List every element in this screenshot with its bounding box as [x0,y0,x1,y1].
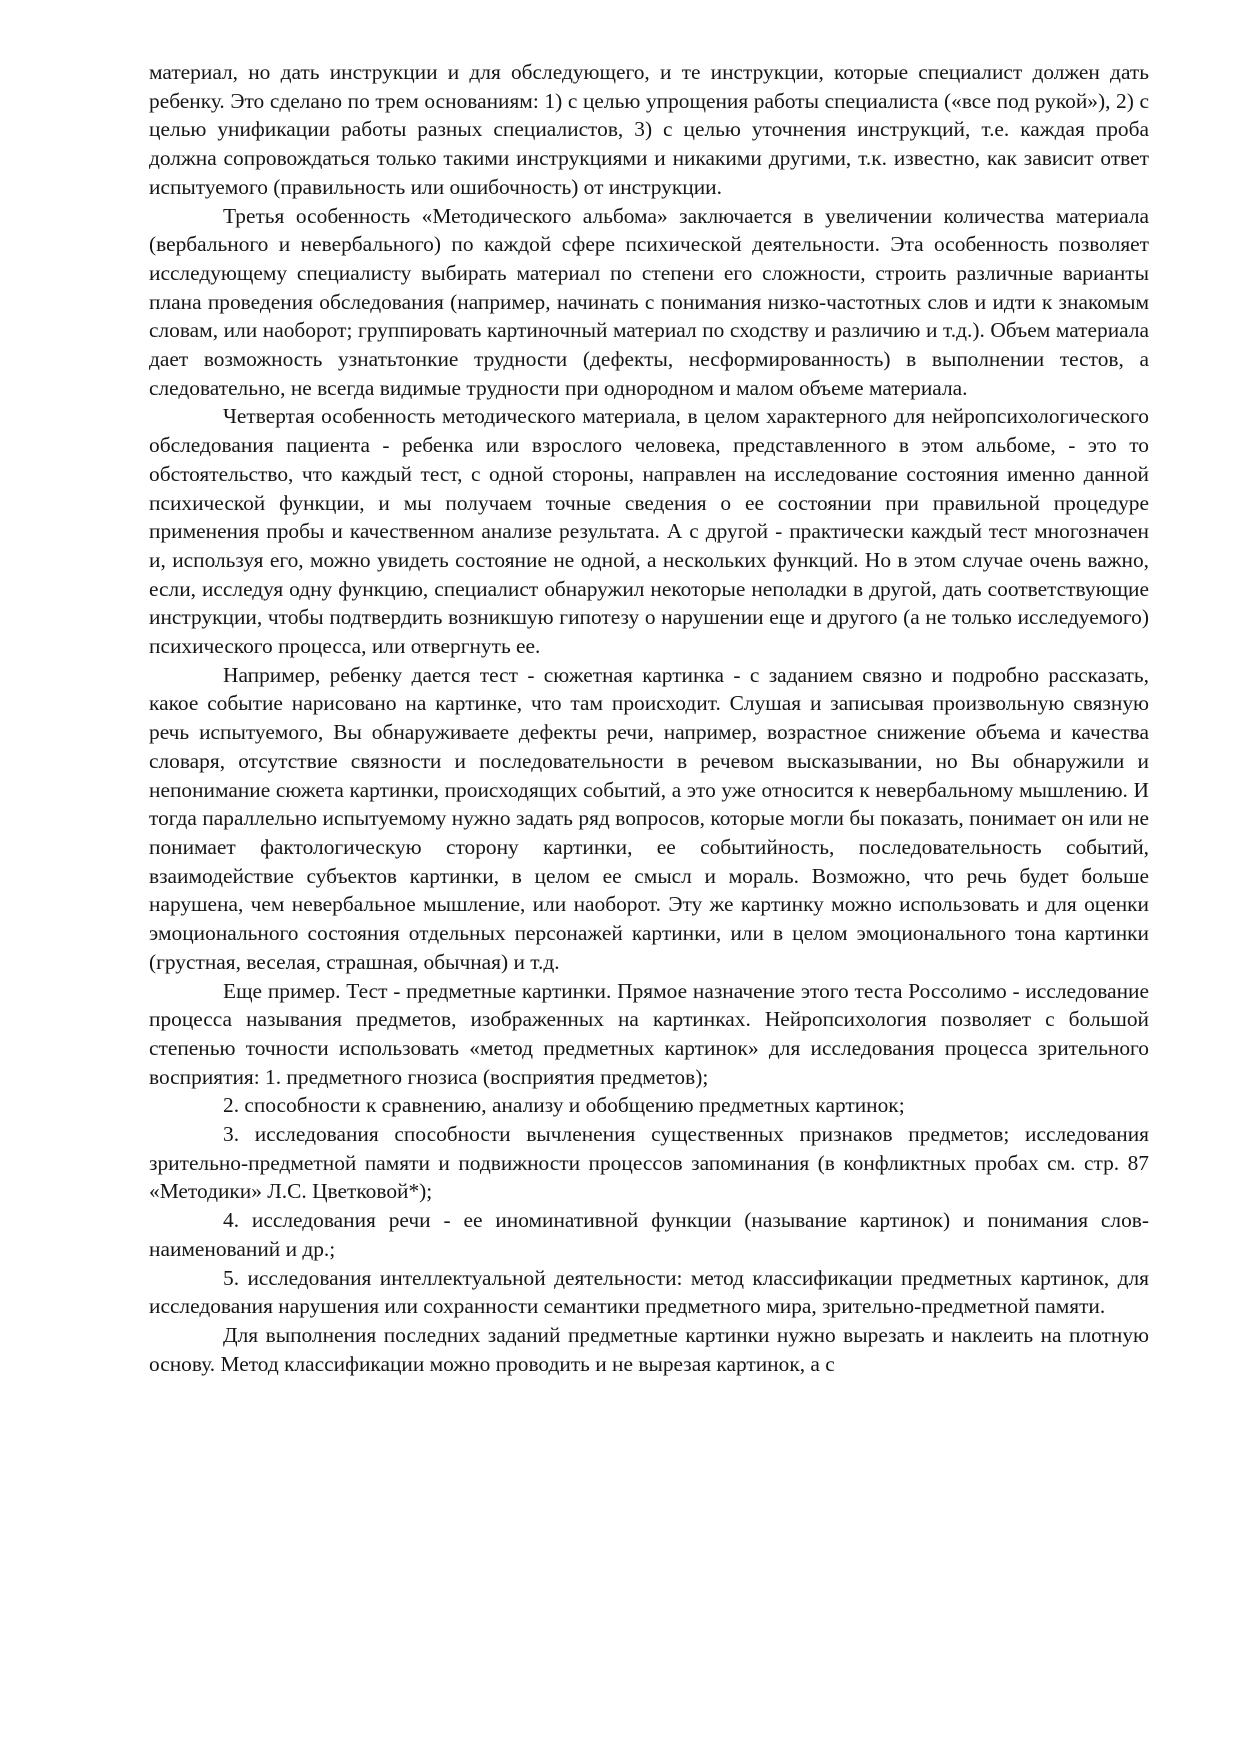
paragraph-example-object-pictures: Еще пример. Тест - предметные картинки. Прямое назначение этого теста Россолимо - исследование процесса называния предметов, изображенных на картинках. Нейропсихология позволяет с большой степенью точности использовать «метод предметных картинок» для исследования процесса зрительного восприятия: 1. предметного гнозиса (восприятия предметов); [149,978,1149,1089]
paragraph-continuation: материал, но дать инструкции и для обследующего, и те инструкции, которые специалист должен дать ребенку. Это сделано по трем основаниям: 1) с целью упрощения работы специалиста («все под рукой»), 2) с целью унификации работы разных специалистов, 3) с целью уточнения инструкций, т.е. каждая проба должна сопровождаться только такими инструкциями и никакими другими, т.к. известно, как зависит ответ испытуемого (правильность или ошибочность) от инструкции. [149,60,1149,199]
list-item-3: 3. исследования способности вычленения существенных признаков предметов; исследования зрительно-предметной памяти и подвижности процессов запоминания (в конфликтных пробах см. стр. 87 «Методики» Л.С. Цветковой*); [149,1122,1149,1204]
list-item-4: 4. исследования речи - ее иноминативной функции (называние картинок) и понимания слов-наименований и др.; [149,1208,1149,1261]
paragraph-third-feature: Третья особенность «Методического альбома» заключается в увеличении количества материала (вербального и невербального) по каждой сфере психической деятельности. Эта особенность позволяет исследующему специалисту выбирать материал по степени его сложности, строить различные варианты плана проведения обследования (например, начинать с понимания низко-частотных слов и идти к знакомым словам, или наоборот; группировать картиночный материал по сходству и различию и т.д.). Объем материала дает возможность узнатьтонкие трудности (дефекты, несформированность) в выполнении тестов, а следовательно, не всегда видимые трудности при однородном и малом объеме материала. [149,203,1149,400]
paragraph-example-plot-picture: Например, ребенку дается тест - сюжетная картинка - с заданием связно и подробно рассказать, какое событие нарисовано на картинке, что там происходит. Слушая и записывая произвольную связную речь испытуемого, Вы обнаруживаете дефекты речи, например, возрастное снижение объема и качества словаря, отсутствие связности и последовательности в речевом высказывании, но Вы обнаружили и непонимание сюжета картинки, происходящих событий, а это уже относится к невербальному мышлению. И тогда параллельно испытуемому нужно задать ряд вопросов, которые могли бы показать, понимает он или не понимает фактологическую сторону картинки, ее событийность, последовательность событий, взаимодействие субъектов картинки, в целом ее смысл и мораль. Возможно, что речь будет больше нарушена, чем невербальное мышление, или наоборот. Эту же картинку можно использовать и для оценки эмоционального состояния отдельных персонажей картинки, или в целом эмоционального тона картинки (грустная, веселая, страшная, обычная) и т.д. [149,662,1149,974]
paragraph-final: Для выполнения последних заданий предметные картинки нужно вырезать и наклеить на плотную основу. Метод классификации можно проводить и не вырезая картинок, а с [149,1322,1149,1376]
document-page [149,58,1149,1378]
paragraph-fourth-feature: Четвертая особенность методического материала, в целом характерного для нейропсихологического обследования пациента - ребенка или взрослого человека, представленного в этом альбоме, - это то обстоятельство, что каждый тест, с одной стороны, направлен на исследование состояния именно данной психической функции, и мы получаем точные сведения о ее состоянии при правильной процедуре применения пробы и качественном анализе результата. А с другой - практически каждый тест многозначен и, используя его, можно увидеть состояние не одной, а нескольких функций. Но в этом случае очень важно, если, исследуя одну функцию, специалист обнаружил некоторые неполадки в другой, дать соответствующие инструкции, чтобы подтвердить возникшую гипотезу о нарушении еще и другого (а не только исследуемого) психического процесса, или отвергнуть ее. [149,404,1149,659]
list-item-2: 2. способности к сравнению, анализу и обобщению предметных картинок; [223,1093,905,1118]
list-item-5: 5. исследования интеллектуальной деятельности: метод классификации предметных картинок, для исследования нарушения или сохранности семантики предметного мира, зрительно-предметной памяти. [149,1265,1149,1319]
